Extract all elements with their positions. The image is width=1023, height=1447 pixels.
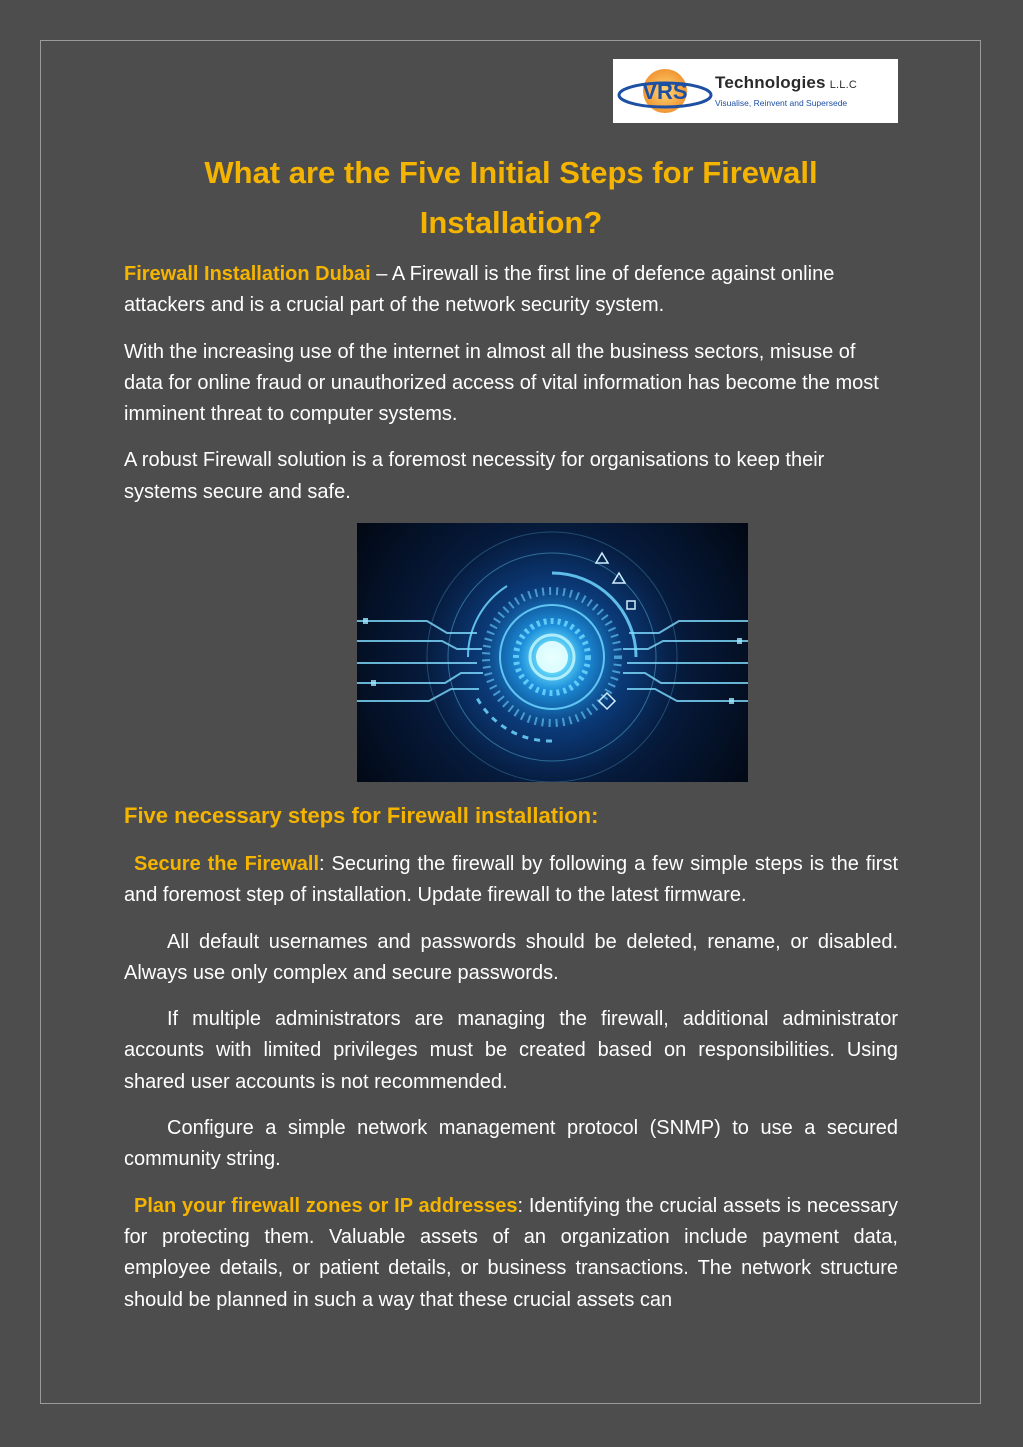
paragraph-robust-firewall: A robust Firewall solution is a foremost necessity for organisations to keep their systems secure and safe. bbox=[124, 449, 825, 503]
section-heading: Five necessary steps for Firewall installation: bbox=[124, 803, 599, 828]
intro-paragraph: Firewall Installation Dubai – A Firewall is the first line of defence against online attackers and is a crucial part of the network security system. bbox=[124, 263, 835, 317]
intro-section bbox=[124, 259, 898, 508]
firewall-circuit-icon bbox=[357, 523, 748, 782]
paragraph-snmp: Configure a simple network management protocol (SNMP) to use a secured community string. bbox=[124, 1117, 898, 1171]
paragraph-default-passwords: All default usernames and passwords should be deleted, rename, or disabled. Always use only complex and secure passwords. bbox=[124, 930, 898, 984]
logo-company-name: Technologies L.L.C bbox=[715, 73, 858, 92]
logo-tagline: Visualise, Reinvent and Supersede bbox=[715, 98, 848, 108]
step-secure-firewall: Secure the Firewall: Securing the firewall by following a few simple steps is the first and foremost step of installation. Update firewall to the latest firmware. bbox=[124, 853, 898, 907]
step-plan-zones-label: Plan your firewall zones or IP addresses bbox=[134, 1194, 518, 1217]
steps-section bbox=[124, 849, 898, 1316]
step-secure-firewall-label: Secure the Firewall bbox=[134, 853, 320, 875]
page-title: What are the Five Initial Steps for Firewall Installation? bbox=[204, 155, 818, 240]
paragraph-internet-use: With the increasing use of the internet in almost all the business sectors, misuse of data for online fraud or unauthorized access of vital information has become the most imminent threat to computer systems. bbox=[124, 340, 879, 426]
paragraph-multiple-admins: If multiple administrators are managing the firewall, additional administrator accounts with limited privileges must be created based on responsibilities. Using shared user accounts is not recommended. bbox=[124, 1008, 898, 1093]
step-plan-zones: Plan your firewall zones or IP addresses: Identifying the crucial assets is necessary for protecting them. Valuable assets of an organization include payment data, employee details, or patient details, or business transactions. The network structure should be planned in such a way that these crucial assets can bbox=[124, 1194, 898, 1311]
svg-text:VRS: VRS bbox=[642, 79, 688, 104]
firewall-hero-image bbox=[357, 523, 748, 782]
company-logo bbox=[613, 59, 898, 123]
intro-lead-link[interactable]: Firewall Installation Dubai bbox=[124, 263, 371, 285]
vrs-globe-icon bbox=[613, 59, 713, 123]
